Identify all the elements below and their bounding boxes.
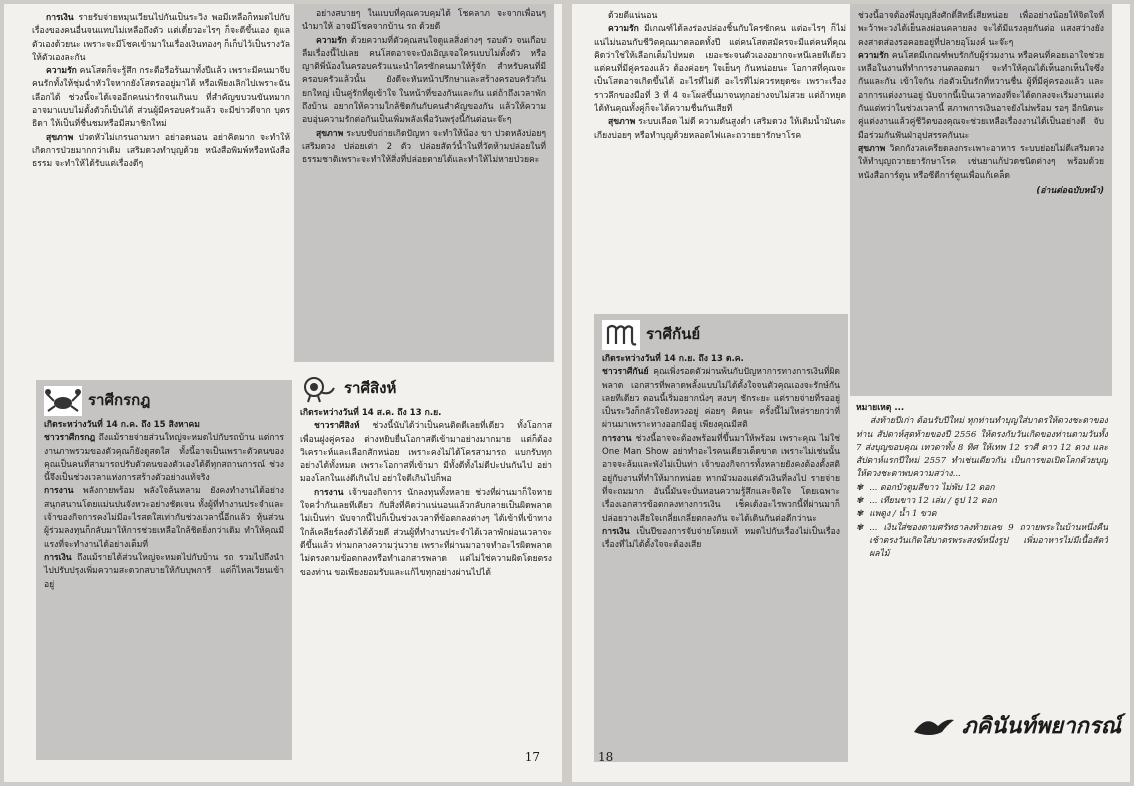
paragraph (44, 552, 284, 592)
virgo-section (594, 314, 848, 762)
paragraph (858, 50, 1104, 143)
paragraph-text: เจ้าของกิจการ นักลงทุนทั้งหลาย ช่วงที่ผ่านมาก็ใจหายใจคว่ำกันเลยทีเดียว กับสิ่งที่คิดว่าแน่นอนแล้วกลับกลายเป็นผิดพลาดไม่เป็นท่า นับจากนี้ไปก็เป็นช่วงเวลาที่ข้อตกลงต่างๆ ได้เข้าที่เข้าทางใกล้เคลียร์ลงตัวได้ด้วยดี ส่วนผู้ที่ทำงานประจำได้เวลาพักผ่อนเวลาจะดีขึ้นแล้ว ท่ามกลางความวุ่นวาย เพราะที่ผ่านมาอาจทำอะไรผิดพลาดไม่ตรงตามข้อตกลงหรือทำเอกสารพลาด แต่ไม่ใช่ความผิดโดยตรงของท่าน ขอเพียงยอมรับและแก้ไขทุกอย่างผ่านไปได้ (300, 487, 552, 578)
flower-bullet-icon: ✾ (856, 522, 864, 533)
leo-body (300, 420, 552, 580)
page-number-left: 17 (524, 750, 540, 764)
right-col2-top (850, 4, 1112, 396)
leo-section (300, 374, 552, 764)
paragraph-heading: ชาวราศีกรกฎ (44, 433, 96, 444)
note-item-text: ... เทียนขาว 12 เล่ม / ธูป 12 ดอก (869, 496, 997, 507)
paragraph-text: รายรับจ่ายหมุนเวียนไปกันเป็นระวิง พอมีเหลือก็หมดไปกับเรื่องของคนอื่นจนแทบไม่เหลือถึงตัว แต่เดี๋ยวอะไรๆ ก็จะดีขึ้นเอง ดูแลตัวเองด้วยนะ เพราะจะมีโชคเข้ามาในเรื่องเงินทองๆ ก็เก็บไว้เป็นรางวัลให้ตัวเองละกัน (32, 13, 290, 63)
virgo-title: ราศีกันย์ (646, 325, 701, 344)
page-left (4, 4, 562, 782)
paragraph-text: ระบบขับถ่ายเกิดปัญหา จะทำให้น้อง ขา ปวดหลังบ่อยๆ เสริมดวง ปล่อยเต่า 2 ตัว ปล่อยสัตว์น้ำในที่วัดห้ามปล่อยในที่ธรรมชาติเพราะจะทำให้สิ่งที่ปล่อยตายได้และทำให้ไม่หายป่วยคะ (302, 128, 546, 166)
paragraph-text: ปวดหัวไม่เกรนถามหา อย่าอดนอน อย่าคิดมาก จะทำให้เกิดการป่วยมากกว่าเดิม เสริมดวงทำบุญด้วย หนังสือพิมพ์หรือหนังสือธรรม จะทำให้ได้รับแต่เรื่องดีๆ (32, 132, 290, 170)
paragraph-text: วิตกกังวลเครียดลงกระเพาะอาหาร ระบบย่อยไม่ดีเสริมดวง ให้ทำบุญถวายยารักษาโรค เช่นยาแก้ปวดชนิดต่างๆ พร้อมด้วยหนังสือการ์ตูน หรือซีดีการ์ตูนเพื่อแก้เคล็ด (858, 143, 1104, 181)
virgo-icon (602, 320, 640, 350)
paragraph-text: เป็นปีของการจับจ่ายโดยแท้ หมดไปกับเรื่องไม่เป็นเรื่อง เรื่องที่ไม่ได้ตั้งใจจะต้องเสีย (602, 526, 840, 551)
note-item-text: ... ดอกบัวตูมสีขาว ไม่พับ 12 ดอก (869, 482, 995, 493)
cancer-dates: เกิดระหว่างวันที่ 14 ก.ค. ถึง 15 สิงหาคม (44, 420, 200, 430)
right-col1-top (594, 10, 846, 310)
paragraph-text: ช่วงนี้นับได้ว่าเป็นคนติดดีเลยที่เดียว ทั้งโอกาส เพื่อนฝูงคู่ครอง ต่างหยิบยื่นโอกาสดีเข้ามาอย่างมากมาย แต่ก็ต้องวิเคราะห์และเลือกสักหน่อย เพราะคงไม่ได้โครสามารถ แบกรับทุกอย่างได้ทั้งหมด เพราะโอกาสที่เข้ามา มีทั้งดีทั้งไม่ดีปะปนกันไป อย่ามองโลกในแง่ดีเกินไป อย่าใจดีเกินไปก็พอ (300, 421, 552, 485)
paragraph-heading: ความรัก (608, 24, 639, 35)
paragraph-heading: ชาวราศีกันย์ (602, 367, 649, 378)
paragraph (32, 132, 290, 172)
note-item (856, 482, 1108, 495)
paragraph-heading: การงาน (44, 486, 74, 497)
paragraph-heading: ความรัก (46, 66, 77, 77)
note-item (856, 495, 1108, 508)
note-section (856, 402, 1108, 702)
note-items (856, 482, 1108, 562)
page-number-right: 18 (598, 750, 614, 764)
lion-icon (300, 374, 338, 404)
paragraph-text: ถึงแม้รายจ่ายส่วนใหญ่จะหมดไปกับรถบ้าน แต่การงานภาพรวมของตัวคุณก็ยังดูสดใส ทั้งนี้อาจเป็นเพราะตัวตนของคุณเป็นคนที่สามารถปรับตัวตนของตัวเองได้ดีทุกสถานการณ์ ช่วงนี้จึงเป็นช่วงเวลาแห่งการสร้างตัวอย่างแท้จริง (44, 433, 284, 484)
paragraph-text: พลังกายพร้อม พลังใจล้นหลาม ยังคงทำงานได้อย่างสนุกสนานโดยแม่นปนจังหวะอย่างชัดเจน ทั้งผู้ที่ทำงานประจำและเจ้าของกิจการคงไม่มีอะไรสดใสเท่ากับช่วงเวลานี้อีกแล้ว หุ้นส่วนผู้ร่วมลงทุนก็กลับมาให้การช่วยเหลือใกล้ชิดยิ่งกว่าเดิม ทำให้คุณมีแรงที่จะทำงานได้อย่างเต็มที่ (44, 486, 284, 550)
paragraph-heading: การเงิน (44, 552, 72, 563)
paragraph (32, 12, 290, 65)
paragraph-text: อย่างสบายๆ ในแบบที่คุณควบคุมได้ โชคลาภ จะจากเพื่อนๆ นำมาให้ อาจมีโชคจากบ้าน รถ ด้วยดี (302, 9, 546, 33)
left-col2-top (294, 4, 554, 362)
paragraph-heading: การงาน (314, 487, 344, 498)
right-col2-body (858, 10, 1104, 183)
paragraph-heading: สุขภาพ (46, 132, 74, 143)
leo-header (300, 374, 552, 404)
paragraph-text: ช่วงนี้อาจจะต้องพร้อมที่ขึ้นมาให้พร้อม เพราะคุณ ไม่ใช่ One Man Show อย่าทำอะไรคนเดียวเด็ดขาด เพราะไม่เช่นนั้นอาจจะล้มและพังไม่เป็นท่า เจ้าของกิจการทั้งหลายยังคงต้องตั้งสติอยู่กับงานที่ทำให้มากหน่อย หากมัวมองแต่ตัวเงินที่ลงไป รายจ่ายที่จะถมมาก อันนี้มันจะบั่นทอนความรู้สึกและจิตใจ โดยเฉพาะเรื่องเอกสารข้อตกลงทางการเงิน เช็คเด้งอะไรพวกนี้ที่ผ่านมาก็ปล่อยวางเสียใจเกลี่ยเกลี่ยตกลงกัน จะได้เดินกันต่อดีกว่านะ (602, 433, 840, 524)
paragraph-text: มีเกณฑ์ได้ลงร่องปล่องชิ้นกับใครซักคน แต่อะไรๆ ก็ไม่แน่ไม่นอนกับชีวิตคุณมาตลอดทั้งปี แต่คนโสดสมัครจะมีแต่คนที่คุณคิดว่าใช่ให้เลือกเต็มไปหมด เยอะชะจนตัวเองอยากจะหนีเลยทีเดียว แต่คนที่มีคู่ครองแล้ว ต้องค่อยๆ ใจเย็นๆ กันหน่อยนะ โอกาสที่คุณจะเป็นโสดอาจเกิดขึ้นได้ อะไรที่ไม่ดี อะไรที่ไม่ควรหยุดซะ เพราะเรื่องราวลึกของมือที่ 3 ที่ 4 จะโผล่ขึ้นมาจนทุกอย่างจบไม่สวย แต่ถ้าหยุดได้ทันคุณทั้งคู่ก็จะได้ความชื่นกันเสียที (594, 24, 846, 115)
paragraph-heading: การงาน (602, 433, 632, 444)
cancer-header (44, 386, 284, 416)
note-item-text: แพดูง / น้ำ 1 ขวด (869, 509, 937, 520)
paragraph-heading: สุขภาพ (316, 128, 344, 139)
paragraph-text: ด้วยดีแน่นอน (608, 11, 658, 21)
page-right (572, 4, 1130, 782)
paragraph-text: ถึงแม้รายได้ส่วนใหญ่จะหมดไปกับบ้าน รถ รวมไปถึงนำไปปรับปรุงเพิ่มความสะดวกสบายให้กับบุพการี แต่ก็ไหลเวียนเข้าอยู่ (44, 552, 284, 590)
paragraph-heading: ชาวราศีสิงห์ (314, 421, 360, 432)
paragraph-text: คุณเพิ่งรอดตัวผ่านพ้นกับปัญหาการทางการเงินที่ผิดพลาด เอกสารที่พลาดพลั้งแบบไม่ได้ตั้งใจจนตัวคุณเองจะรักษ์กันเลยทีเดียว ตอนนี้เริ่มอยากนั่งๆ สงบๆ ชักระยะ แต่รายจ่ายที่รออยู่เป็นระวิงก็กลัวใจยังหวงอยู่ ค่อยๆ คิดนะ ครั้งนี้ไม่ใหล่รายกว่าที่ผ่านมาเพราะทางออกมีอยู่ เพียงคุณมีสติ (602, 367, 840, 431)
paragraph (32, 65, 290, 131)
paragraph (602, 526, 840, 553)
cancer-body (44, 432, 284, 592)
paragraph (594, 23, 846, 116)
paragraph-heading: ความรัก (316, 35, 347, 46)
paragraph-text: ระบบเลือด ไม่ดี ความดันสูงต่ำ เสริมดวง ให้เติมน้ำมันตะเกียงบ่อยๆ หรือทำบุญด้วยหลอดไฟและถวายยารักษาโรค (594, 117, 846, 141)
note-item (856, 522, 1108, 562)
note-title: หมายเหตุ ... (856, 403, 905, 413)
paragraph (300, 420, 552, 486)
virgo-body (602, 366, 840, 552)
paragraph-heading: การเงิน (602, 526, 630, 537)
publisher-name: ภคินันท์พยากรณ์ (962, 713, 1122, 739)
paragraph (302, 35, 546, 128)
paragraph-text: คนโสดมีเกณฑ์พบรักกับผู้ร่วมงาน หรือคนที่คอยเอาใจช่วยเหลือในงานที่ทำการงานตลอดมา จะทำให้คุณได้เห็นอกเห็นใจซึ่งกันและกัน เข้าใจกัน ก่อตัวเป็นรักที่หวานชื่น ผู้ที่มีคู่ครองแล้ว และอาการแต่งงานอยู่ นับจากนี้เป็นเวลาทองที่จะได้ตกลงจะเริ่มงานแต่งกันแต่ทว่าในช่วงเวลานี้ สภาพการเงินอาจยังไม่พร้อม รอๆ อีกนิดนะ คู่แต่งงานแล้วคู่ชีวิตของคุณจะช่วยเหลือเรื่องงานได้เป็นอย่างดี จับมือร่วมกันฟันฝ่าอุปสรรคกันนะ (858, 50, 1104, 141)
flower-bullet-icon: ✾ (856, 482, 864, 493)
note-item (856, 508, 1108, 521)
note-item-text: ... เงินใส่ซองตามศรัทธาลงท้ายเลข 9 ถวายพระในบ้านหนึ่งคืน เช้าตรงวันเกิดใส่บาตรพระสงฆ์หนึ่งรูป เพิ่มอาหารไม่มีเนื้อสัตว์ ผลไม้ (869, 522, 1108, 560)
paragraph-heading: ความรัก (858, 50, 889, 61)
flower-bullet-icon: ✾ (856, 509, 864, 520)
flower-bullet-icon: ✾ (856, 496, 864, 507)
left-col1-top (32, 12, 290, 372)
paragraph (602, 433, 840, 526)
paragraph (302, 128, 546, 168)
note-body: ส่งท้ายปีเก่า ต้อนรับปีใหม่ ทุกท่านทำบุญใส่บาตรให้ดวงชะตาของท่าน สัปดาห์สุดท้ายของปี 2556 ให้ตรงกับวันเกิดของท่านตามวันทั้ง 7 ส่งบุญขอบคุณ เทวดาทั้ง 8 ทิศ ให้เทพ 12 ราศี ดาว 12 ดวง และสัปดาห์แรกปีใหม่ 2557 ทำเช่นเดียวกัน เป็นการขอเปิดโลกด้วยบุญให้ดวงชะตาพบความสว่าง... (856, 416, 1108, 480)
paragraph (300, 487, 552, 580)
paragraph-text: คนโสดก็จะรู้สึก กระตือรือร้นมาทั้งปีแล้ว เพราะมีคนมาจีบ คนรักทั้งให้ชุ่มฉ่ำหัวใจหากยังโสดรออยู่มาได้ หรือเพียงเลิกไปเพราะฉันเลือกได้ ช่วงนี้จะได้เจออีกคนน่ารักจนเกินเบ ที่สำคัญขบวนขันหมากอาจมาแบบไม่ตั้งตัวก็เป็นได้ ส่วนผู้มีครอบครัวแล้ว จะมีข่าวดีจาก บุตร ธิดา ให้เป็นที่ชื่นชมหรือมีสมาชิกใหม่ (32, 66, 290, 130)
paragraph (44, 485, 284, 551)
leo-title: ราศีสิงห์ (344, 379, 397, 398)
cancer-title: ราศีกรกฎ (88, 391, 151, 410)
leo-dates: เกิดระหว่างวันที่ 14 ส.ค. ถึง 13 ก.ย. (300, 408, 442, 418)
paragraph (602, 366, 840, 432)
paragraph-heading: สุขภาพ (608, 117, 636, 128)
paragraph (44, 432, 284, 485)
publisher-logo (912, 708, 1121, 743)
paragraph (594, 10, 846, 23)
paragraph-text: ช่วงนี้อาจต้องพึ่งบุญสิ่งศักดิ์สิทธิ์เสียหน่อย เพื่ออย่างน้อยให้จิตใจที่พะว้าพะวงได้เย็นลงผ่อนคลายลง จะได้มีแรงลุยกันต่อ แสงสว่างยังคงสาดส่องรอคอยอยู่ที่ปลายอุโมงค์ นะจ๊ะๆ (858, 11, 1104, 48)
paragraph (858, 10, 1104, 50)
virgo-header (602, 320, 840, 350)
cancer-section (36, 380, 292, 760)
continued-note: (อ่านต่อฉบับหน้า) (1036, 185, 1104, 196)
paragraph-heading: การเงิน (46, 13, 74, 23)
paragraph (302, 8, 546, 35)
paragraph (858, 143, 1104, 183)
paragraph-text: ด้วยความที่ตัวคุณสนใจดูแลสิ่งต่างๆ รอบตัว จนเกือบลืมเรื่องนี้ไปเลย คนโสดอาจจะบังเอิญเจอใครแบบไม่ตั้งตัว หรือญาติพี่น้องในครอบครัวแนะนำใครซักคนมาให้รู้จัก สำหรับคนที่มีครอบครัวแล้วนั้น ยังดีจะหันหน้าปรึกษาและสร้างครอบครัวกันยกใหญ่ เป็นคู่รักที่ดูเข้าใจ ในหน้าที่ของกันและกัน แต่ถ้าถึงเวลาพักถึงบ้าน อยากให้ความใกล้ชิดกันกับคนสำคัญของกัน แล้วให้ความอบอุ่นความรักต่อกันเป็นเพิ่มพลังเพื่อวันพรุ่งนี้กันต่อนะจ๊ะๆ (302, 35, 546, 126)
virgo-dates: เกิดระหว่างวันที่ 14 ก.ย. ถึง 13 ต.ค. (602, 354, 744, 364)
paragraph-heading: สุขภาพ (858, 143, 886, 154)
bird-icon (912, 712, 956, 740)
paragraph (594, 116, 846, 143)
crab-icon (44, 386, 82, 416)
